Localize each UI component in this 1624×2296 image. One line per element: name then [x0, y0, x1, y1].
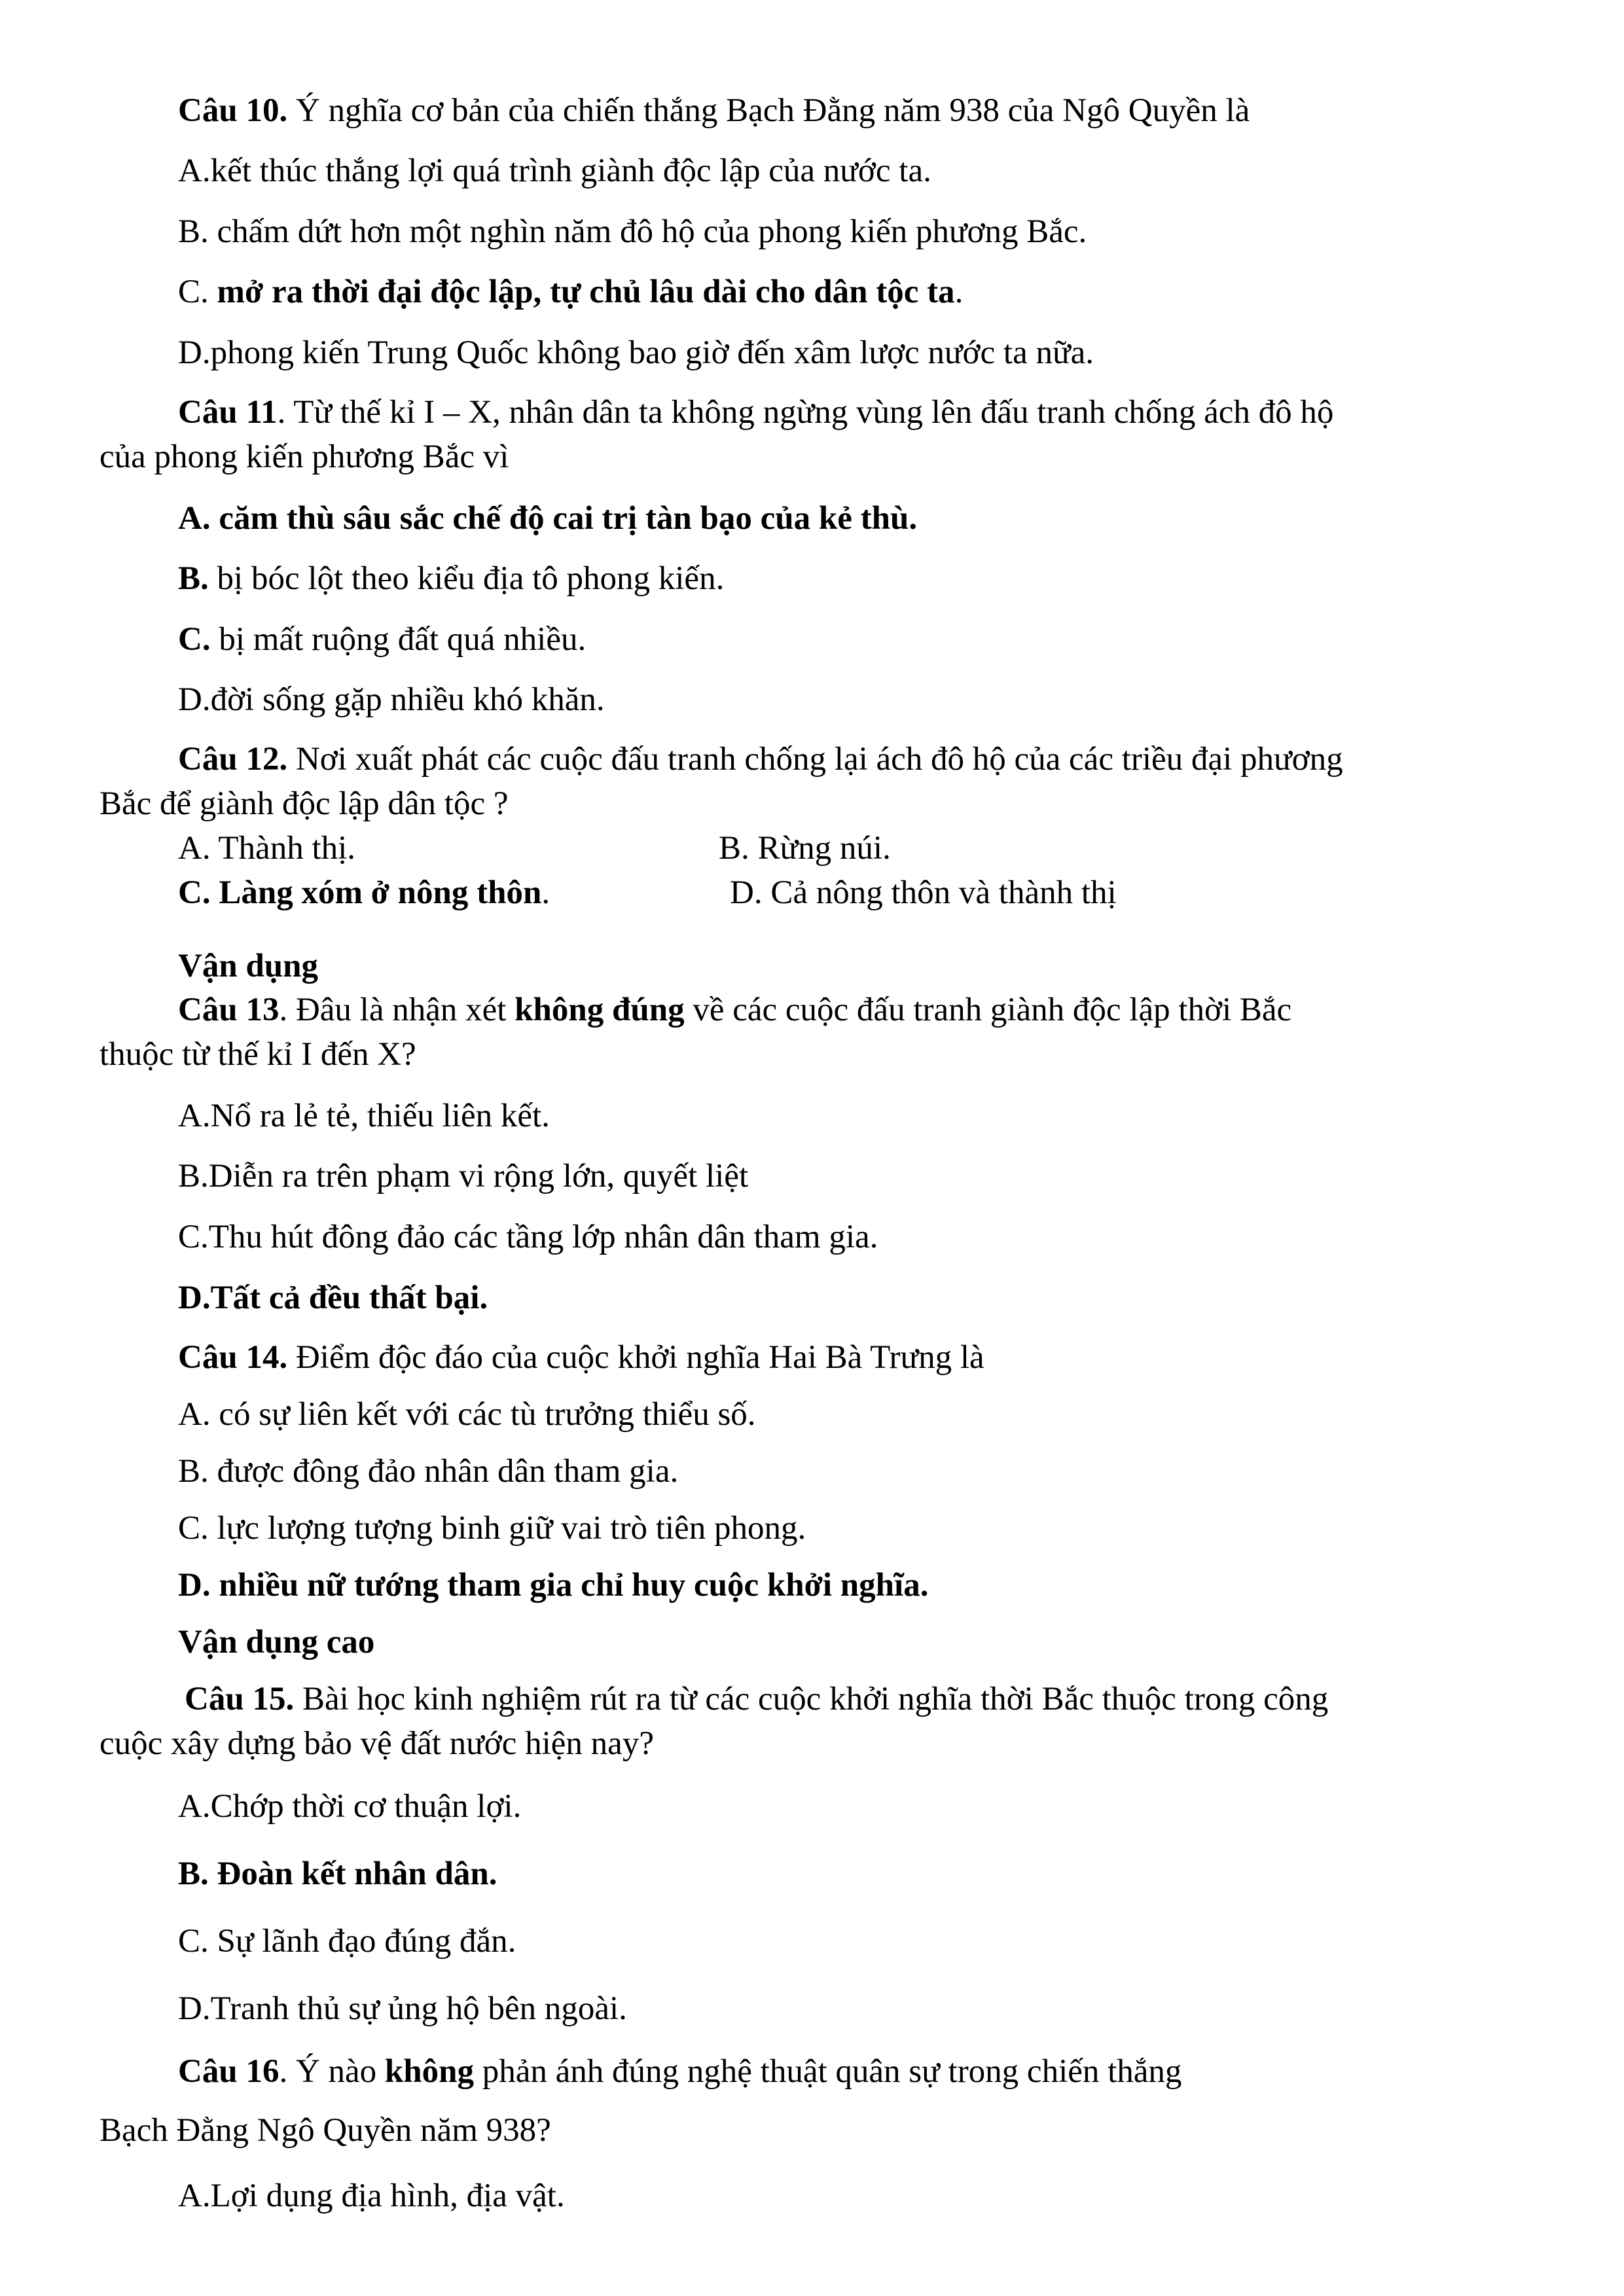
q15-option-a: A.Chớp thời cơ thuận lợi.	[178, 1788, 522, 1825]
q14-option-c: C. lực lượng tượng binh giữ vai trò tiên phong.	[178, 1510, 806, 1547]
q13-option-b: B.Diễn ra trên phạm vi rộng lớn, quyết liệt	[178, 1158, 749, 1194]
question-12-stem: Câu 12. Nơi xuất phát các cuộc đấu tranh chống lại ách đô hộ của các triều đại phương	[178, 741, 1343, 778]
q16-option-a: A.Lợi dụng địa hình, địa vật.	[178, 2178, 565, 2214]
question-13-stem: Câu 13. Đâu là nhận xét không đúng về các cuộc đấu tranh giành độc lập thời Bắc	[178, 992, 1292, 1028]
q13-option-a: A.Nổ ra lẻ tẻ, thiếu liên kết.	[178, 1098, 550, 1134]
q10-option-a: A.kết thúc thắng lợi quá trình giành độc lập của nước ta.	[178, 152, 931, 189]
question-number: Câu 10.	[178, 92, 288, 129]
section-heading: Vận dụng cao	[178, 1624, 375, 1660]
question-number: Câu 13	[178, 992, 280, 1028]
q10-option-b: B. chấm dứt hơn một nghìn năm đô hộ của phong kiến phương Bắc.	[178, 213, 1087, 250]
question-16-stem-cont: Bạch Đằng Ngô Quyền năm 938?	[99, 2112, 551, 2149]
question-16-stem: Câu 16. Ý nào không phản ánh đúng nghệ thuật quân sự trong chiến thắng	[178, 2053, 1182, 2090]
correct-answer: mở ra thời đại độc lập, tự chủ lâu dài cho dân tộc ta	[217, 274, 955, 310]
q11-option-a	[178, 497, 917, 540]
correct-answer: D. nhiều nữ tướng tham gia chỉ huy cuộc khởi nghĩa.	[178, 1567, 929, 1604]
q15-option-d: D.Tranh thủ sự ủng hộ bên ngoài.	[178, 1990, 627, 2027]
q14-option-a: A. có sự liên kết với các tù trưởng thiểu số.	[178, 1396, 756, 1433]
q10-option-c: C. mở ra thời đại độc lập, tự chủ lâu dài cho dân tộc ta.	[178, 274, 964, 310]
question-number: Câu 14.	[178, 1339, 288, 1376]
question-number: Câu 11	[178, 394, 278, 431]
question-number: Câu 12.	[178, 741, 288, 778]
q14-option-b: B. được đông đảo nhân dân tham gia.	[178, 1453, 679, 1490]
question-11-stem: Câu 11. Từ thế kỉ I – X, nhân dân ta không ngừng vùng lên đấu tranh chống ách đô hộ	[178, 394, 1334, 431]
question-text: Ý nghĩa cơ bản của chiến thắng Bạch Đằng năm 938 của Ngô Quyền là	[287, 92, 1250, 129]
q12-option-a: A. Thành thị.	[178, 830, 356, 867]
question-13-stem-cont: thuộc từ thế kỉ I đến X?	[99, 1036, 416, 1073]
question-number: Câu 15.	[185, 1681, 295, 1717]
q10-option-d: D.phong kiến Trung Quốc không bao giờ đến xâm lược nước ta nữa.	[178, 334, 1094, 371]
question-15-stem-cont: cuộc xây dựng bảo vệ đất nước hiện nay?	[99, 1725, 654, 1762]
section-heading: Vận dụng	[178, 948, 319, 984]
question-11-stem-cont: của phong kiến phương Bắc vì	[99, 439, 509, 475]
q14-option-d	[178, 1564, 928, 1607]
correct-answer: D.Tất cả đều thất bại.	[178, 1280, 488, 1316]
question-12-stem-cont: Bắc để giành độc lập dân tộc ?	[99, 785, 509, 822]
question-number: Câu 16	[178, 2053, 280, 2090]
question-14-stem: Câu 14. Điểm độc đáo của cuộc khởi nghĩa Hai Bà Trưng là	[178, 1339, 984, 1376]
q12-option-b: B. Rừng núi.	[719, 830, 891, 867]
q11-option-c: C. bị mất ruộng đất quá nhiều.	[178, 621, 586, 658]
q13-option-c: C.Thu hút đông đảo các tầng lớp nhân dân tham gia.	[178, 1219, 878, 1255]
q12-option-c: C. Làng xóm ở nông thôn.	[178, 874, 550, 911]
q12-option-d: D. Cả nông thôn và thành thị	[730, 874, 1117, 911]
q15-option-b	[178, 1852, 497, 1895]
correct-answer: A. căm thù sâu sắc chế độ cai trị tàn bạo của kẻ thù.	[178, 500, 918, 537]
question-10-stem	[178, 89, 1250, 132]
q11-option-b: B. bị bóc lột theo kiểu địa tô phong kiến.	[178, 560, 725, 597]
q15-option-c: C. Sự lãnh đạo đúng đắn.	[178, 1923, 516, 1960]
q13-option-d	[178, 1276, 488, 1319]
correct-answer: C. Làng xóm ở nông thôn	[178, 874, 542, 911]
question-15-stem: Câu 15. Bài học kinh nghiệm rút ra từ các cuộc khởi nghĩa thời Bắc thuộc trong công	[185, 1681, 1329, 1717]
q11-option-d: D.đời sống gặp nhiều khó khăn.	[178, 681, 605, 718]
correct-answer: B. Đoàn kết nhân dân.	[178, 1856, 497, 1892]
